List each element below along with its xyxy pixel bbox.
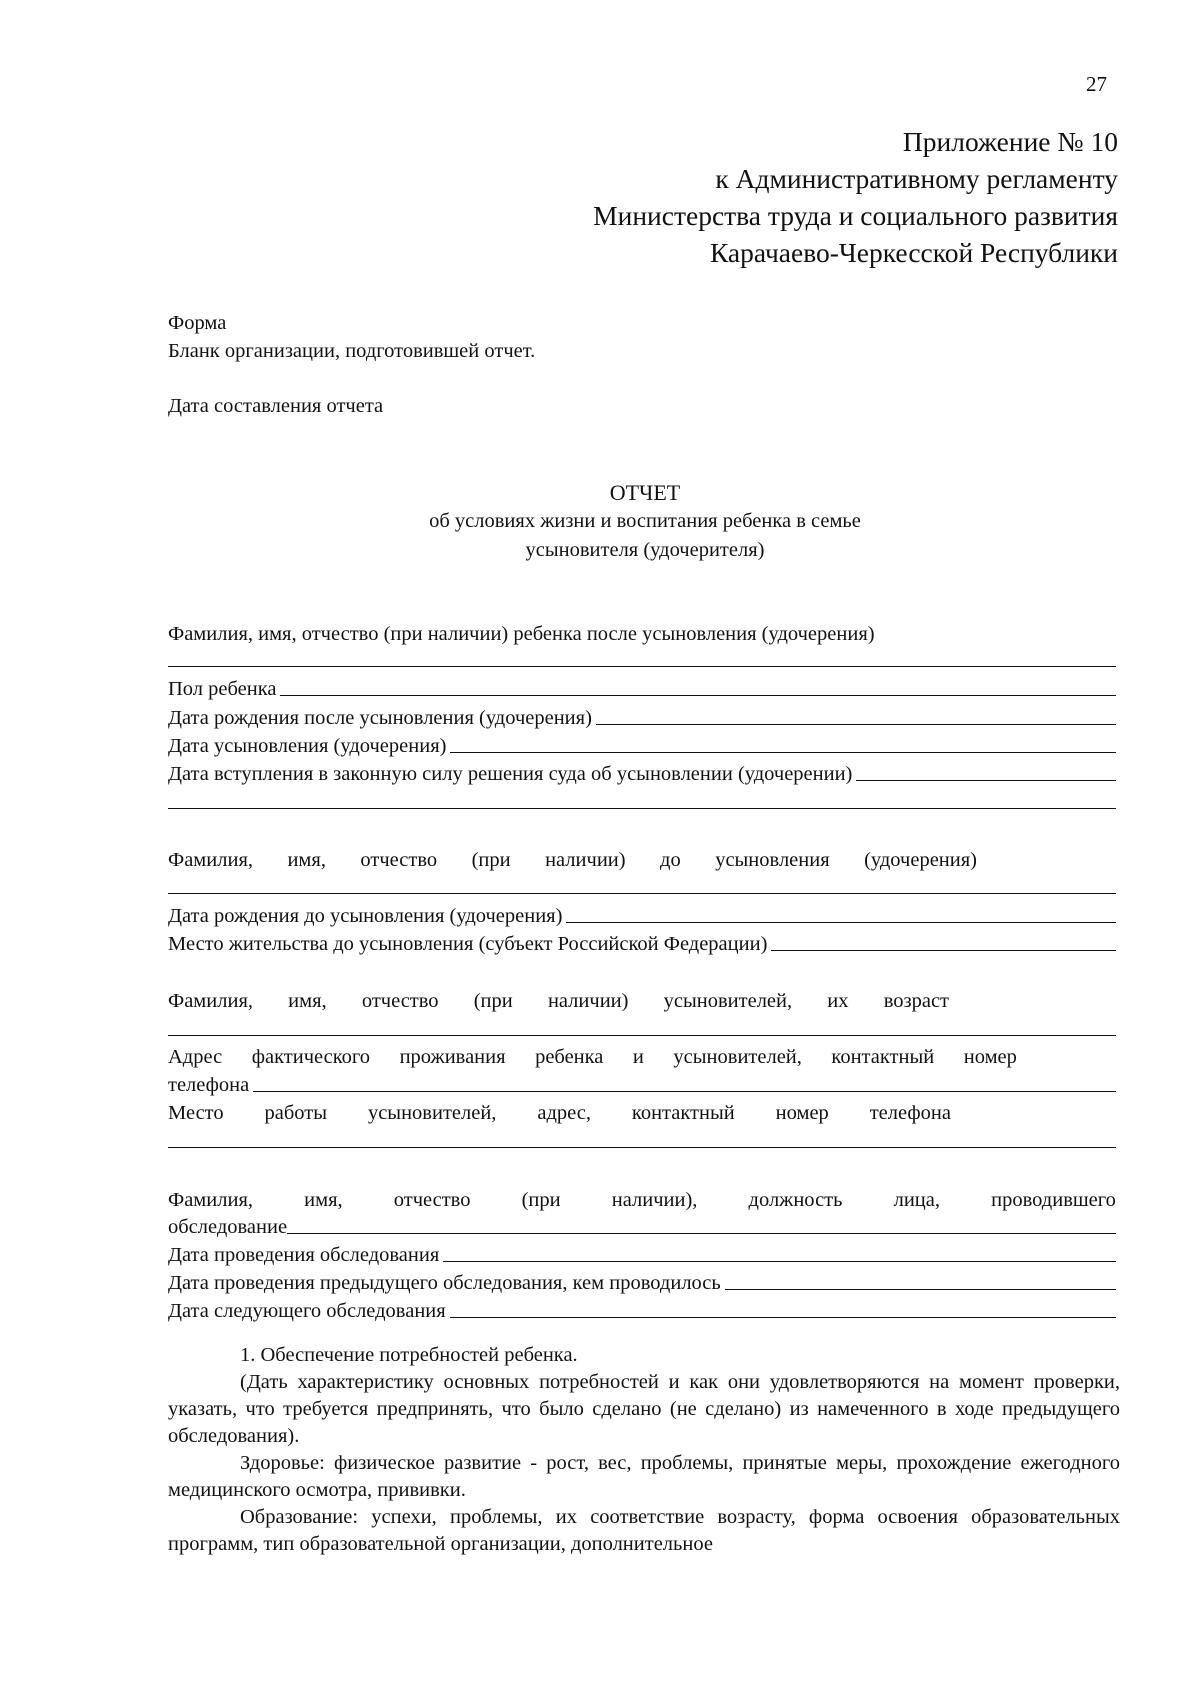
report-title xyxy=(0,478,1200,565)
appendix-line-3: Министерства труда и социального развития xyxy=(593,200,1118,231)
field-adopters-fio xyxy=(168,985,1116,1013)
field-child-fio-line[interactable] xyxy=(168,644,1116,672)
field-inspection-label: обследование xyxy=(168,1216,288,1238)
form-blank-text: Бланк организации, подготовившей отчет. xyxy=(168,340,536,362)
field-work xyxy=(168,1097,1116,1125)
field-birth-after-label: Дата рождения после усыновления (удочерения) xyxy=(168,707,592,729)
page-number: 27 xyxy=(1086,72,1107,96)
section-needs-paragraph-1: (Дать характеристику основных потребностей и как они удовлетворяются на момент проверки, указать, что требуется предпринять, что было сделано (не сделано) из намеченного в ходе предыдущего обследования). xyxy=(168,1371,1120,1447)
appendix-line-1: Приложение № 10 xyxy=(902,126,1118,157)
form-block xyxy=(168,309,535,365)
field-inspector-label: Фамилия, имя, отчество (при наличии), должность лица, проводившего xyxy=(168,1189,1116,1211)
field-residence-before-label: Место жительства до усыновления (субъект Российской Федерации) xyxy=(168,933,768,955)
field-court-date-line[interactable] xyxy=(168,786,1116,814)
field-address-label: Адрес фактического проживания ребенка и усыновителей, контактный номер xyxy=(168,1046,1017,1068)
field-birth-before-label: Дата рождения до усыновления (удочерения) xyxy=(168,905,563,927)
field-court-date[interactable] xyxy=(168,758,1116,786)
field-prev-inspection[interactable] xyxy=(168,1267,1116,1295)
field-sex-label: Пол ребенка xyxy=(168,678,277,700)
field-birth-after[interactable] xyxy=(168,702,1116,730)
section-needs-paragraph-health: Здоровье: физическое развитие - рост, вес, проблемы, принятые меры, прохождение ежегодного медицинского осмотра, прививки. xyxy=(168,1452,1120,1501)
field-next-inspection[interactable] xyxy=(168,1295,1116,1323)
field-inspection[interactable] xyxy=(168,1211,1116,1239)
field-court-date-label: Дата вступления в законную силу решения суда об усыновлении (удочерении) xyxy=(168,763,853,785)
section-needs-paragraph-education: Образование: успехи, проблемы, их соответствие возрасту, форма освоения образовательных программ, тип образовательной организации, дополнительное xyxy=(168,1506,1120,1555)
field-adopters-fio-line[interactable] xyxy=(168,1013,1116,1041)
appendix-line-2: к Административному регламенту xyxy=(715,163,1118,194)
appendix-line-4: Карачаево-Черкесской Республики xyxy=(709,237,1118,268)
report-title-sub-2: усыновителя (удочерителя) xyxy=(525,539,765,561)
field-fio-before-label: Фамилия, имя, отчество (при наличии) до усыновления (удочерения) xyxy=(168,849,977,871)
field-next-inspection-label: Дата следующего обследования xyxy=(168,1300,446,1322)
field-birth-before[interactable] xyxy=(168,900,1116,928)
report-date-label: Дата составления отчета xyxy=(168,395,384,417)
field-adopters-fio-label: Фамилия, имя, отчество (при наличии) усыновителей, их возраст xyxy=(168,990,949,1012)
field-fio-before xyxy=(168,844,1116,872)
section-needs-heading: 1. Обеспечение потребностей ребенка. xyxy=(240,1344,578,1366)
field-inspector xyxy=(168,1184,1116,1212)
field-adoption-date-label: Дата усыновления (удочерения) xyxy=(168,735,447,757)
field-adoption-date[interactable] xyxy=(168,730,1116,758)
field-phone[interactable] xyxy=(168,1069,1116,1097)
field-child-fio-label: Фамилия, имя, отчество (при наличии) ребенка после усыновления (удочерения) xyxy=(168,623,875,645)
field-fio-before-line[interactable] xyxy=(168,871,1116,899)
field-work-line[interactable] xyxy=(168,1125,1116,1153)
section-needs xyxy=(168,1342,1120,1558)
report-title-sub-1: об условиях жизни и воспитания ребенка в семье xyxy=(429,510,861,532)
field-work-label: Место работы усыновителей, адрес, контактный номер телефона xyxy=(168,1102,951,1124)
appendix-header xyxy=(593,123,1118,271)
field-phone-label: телефона xyxy=(168,1074,250,1096)
field-address xyxy=(168,1041,1116,1069)
field-prev-inspection-label: Дата проведения предыдущего обследования, кем проводилось xyxy=(168,1272,721,1294)
field-child-fio xyxy=(168,618,1116,646)
report-title-main: ОТЧЕТ xyxy=(609,480,681,505)
form-label: Форма xyxy=(168,312,227,334)
field-sex[interactable] xyxy=(168,673,1116,701)
field-inspection-date[interactable] xyxy=(168,1239,1116,1267)
field-inspection-date-label: Дата проведения обследования xyxy=(168,1244,440,1266)
field-residence-before[interactable] xyxy=(168,928,1116,956)
